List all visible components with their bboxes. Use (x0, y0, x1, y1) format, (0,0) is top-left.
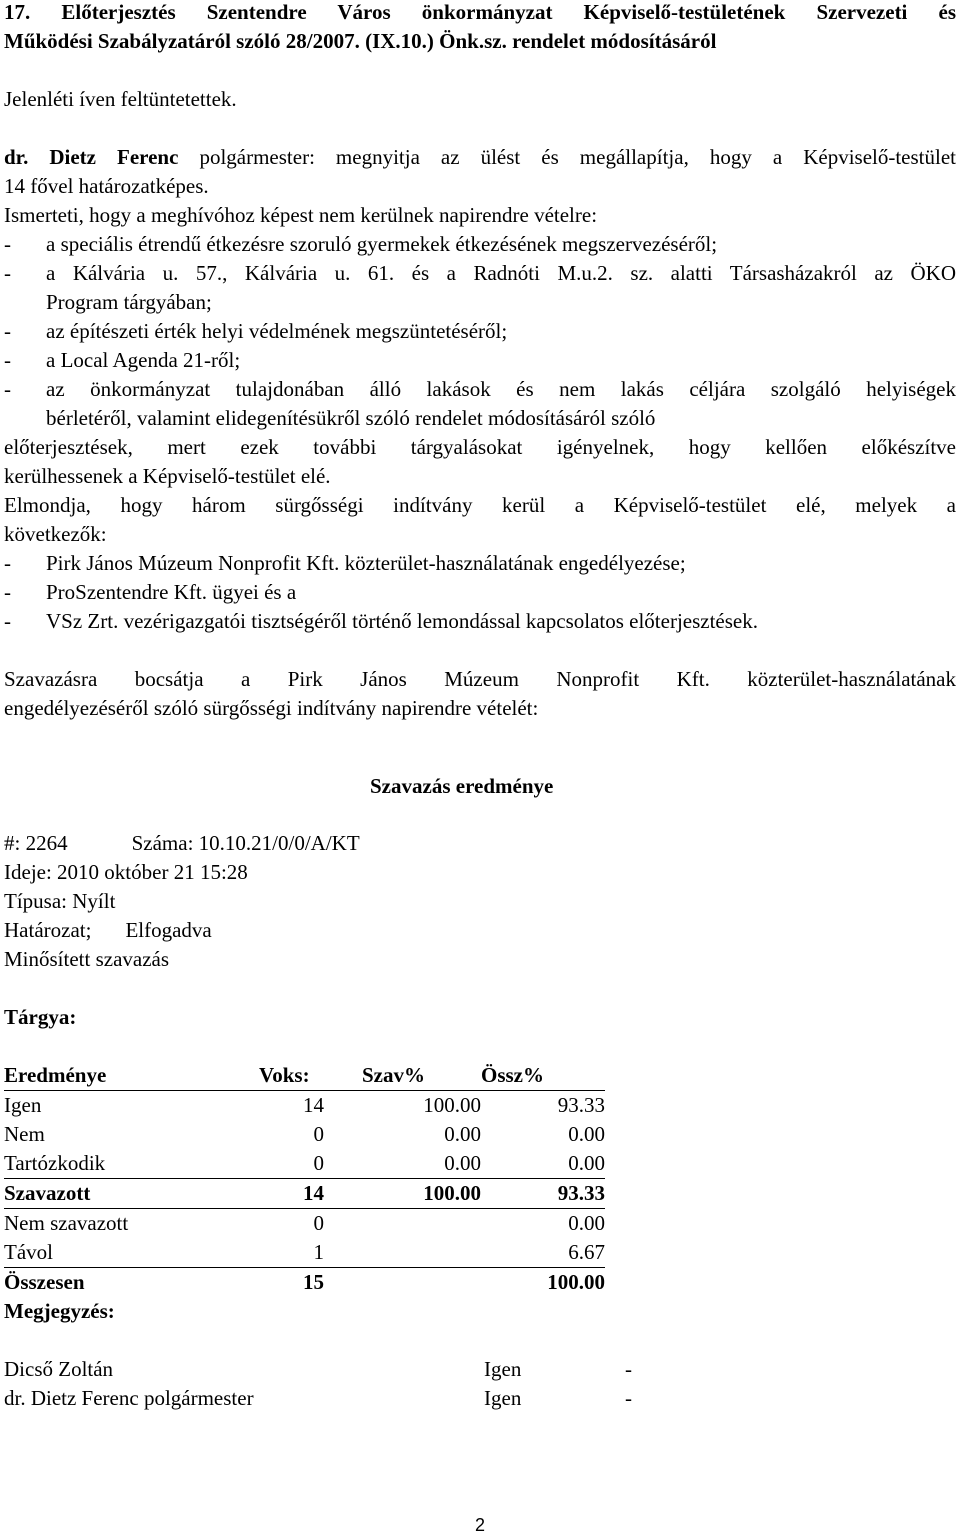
mayor-line-1 (4, 143, 956, 172)
list-item (4, 549, 956, 578)
row-voks: 14 (257, 1179, 324, 1209)
table-row (4, 1209, 605, 1239)
list-item-text: az önkormányzat tulajdonában álló lakások és nem lakás céljára szolgáló helyiségek (46, 377, 956, 401)
row-ossz: 100.00 (547, 1270, 605, 1294)
after-items-paragraph (4, 433, 956, 491)
vote-hatarozat-value: Elfogadva (125, 918, 212, 942)
row-szav: 100.00 (423, 1093, 481, 1117)
motion-line-2: engedélyezéséről szóló sürgősségi indítvány napirendre vételét: (4, 696, 539, 720)
row-label: Összesen (4, 1270, 85, 1294)
vote-hatarozat-label: Határozat; (4, 918, 92, 942)
row-szav (324, 1209, 481, 1239)
list-item-text: VSz Zrt. vezérigazgatói tisztségéről történő lemondással kapcsolatos előterjesztések. (46, 609, 759, 633)
individual-votes-table (4, 1355, 632, 1413)
list-item-text: ProSzentendre Kft. ügyei és a (46, 580, 297, 604)
row-voks: 14 (303, 1093, 324, 1117)
list-item-text: az építészeti érték helyi védelmének megszüntetéséről; (46, 319, 508, 343)
page-number: 2 (474, 1515, 485, 1535)
header-szav: Szav% (324, 1061, 481, 1091)
row-voks: 0 (313, 1122, 324, 1146)
urgent-paragraph (4, 491, 956, 636)
list-item (4, 317, 956, 346)
deferred-items-list (4, 230, 956, 433)
list-item (4, 259, 956, 317)
table-row (4, 1091, 605, 1121)
row-ossz: 93.33 (557, 1093, 605, 1117)
table-row (4, 1149, 605, 1179)
row-label: Szavazott (4, 1179, 257, 1209)
vote-szama: Száma: 10.10.21/0/0/A/KT (131, 831, 360, 855)
motion-paragraph (4, 665, 956, 723)
motion-line-1: Szavazásra bocsátja a Pirk János Múzeum Nonprofit Kft. közterület-használatának (4, 667, 956, 691)
urgent-line-1: Elmondja, hogy három sürgősségi indítvány kerül a Képviselő-testület elé, melyek a (4, 493, 956, 517)
list-item-text-cont: bérletéről, valamint elidegenítésükről szóló rendelet módosításáról szóló (46, 406, 656, 430)
list-dash: - (4, 232, 11, 256)
voter-name: dr. Dietz Ferenc polgármester (4, 1386, 254, 1410)
urgent-line-2: következők: (4, 522, 107, 546)
vote-ideje: Ideje: 2010 október 21 15:28 (4, 860, 248, 884)
list-item (4, 230, 956, 259)
attendance-note: Jelenléti íven feltüntetettek. (4, 87, 237, 111)
list-dash: - (4, 609, 11, 633)
list-dash: - (4, 551, 11, 575)
header-voks: Voks: (257, 1061, 324, 1091)
vote-result-heading: Szavazás eredménye (370, 774, 554, 798)
vote-number: #: 2264 (4, 831, 68, 855)
row-voks: 15 (303, 1270, 324, 1294)
row-ossz: 0.00 (568, 1122, 605, 1146)
list-dash: - (4, 348, 11, 372)
list-item (4, 578, 956, 607)
row-szav (324, 1268, 481, 1298)
after-items-line-1: előterjesztések, mert ezek további tárgyalásokat igényelnek, hogy kellően előkészítve (4, 435, 956, 459)
list-dash: - (4, 319, 11, 343)
voter-mark: - (625, 1357, 632, 1381)
results-header-row (4, 1061, 605, 1091)
row-szav: 100.00 (324, 1179, 481, 1209)
voter-vote: Igen (484, 1357, 522, 1381)
mayor-line-2: 14 fővel határozatképes. (4, 174, 209, 198)
intro-line: Ismerteti, hogy a meghívóhoz képest nem kerülnek napirendre vételre: (4, 203, 598, 227)
agenda-title (4, 0, 956, 56)
row-label: Nem (4, 1122, 45, 1146)
row-voks: 0 (257, 1149, 324, 1179)
list-item (4, 607, 956, 636)
header-eredmenye: Eredménye (4, 1061, 257, 1091)
table-row (4, 1120, 605, 1149)
table-row (4, 1179, 605, 1209)
table-row (4, 1384, 632, 1413)
row-label: Távol (4, 1238, 257, 1268)
row-ossz: 0.00 (568, 1211, 605, 1235)
list-dash: - (4, 580, 11, 604)
row-voks: 1 (257, 1238, 324, 1268)
table-row (4, 1297, 605, 1326)
mayor-text-1: polgármester: megnyitja az ülést és megállapítja, hogy a Képviselő-testület (178, 145, 957, 169)
table-row (4, 1238, 605, 1268)
row-szav: 0.00 (444, 1122, 481, 1146)
list-dash: - (4, 377, 11, 401)
title-line-1: 17. Előterjesztés Szentendre Város önkormányzat Képviselő-testületének Szervezeti és (4, 0, 956, 24)
header-ossz: Össz% (481, 1061, 605, 1091)
voter-vote: Igen (484, 1386, 522, 1410)
list-item-text-cont: Program tárgyában; (46, 290, 212, 314)
vote-minositett: Minősített szavazás (4, 947, 170, 971)
row-voks: 0 (313, 1211, 324, 1235)
mayor-name: dr. Dietz Ferenc (4, 145, 179, 169)
row-szav (324, 1238, 481, 1268)
row-szav: 0.00 (324, 1149, 481, 1179)
table-row (4, 1268, 605, 1298)
results-note: Megjegyzés: (4, 1299, 115, 1323)
after-items-line-2: kerülhessenek a Képviselő-testület elé. (4, 464, 331, 488)
list-item (4, 346, 956, 375)
results-table (4, 1061, 605, 1326)
list-item-text: a speciális étrendű étkezésre szoruló gyermekek étkezésének megszervezéséről; (46, 232, 718, 256)
mayor-paragraph (4, 143, 956, 201)
row-label: Nem szavazott (4, 1211, 129, 1235)
voter-mark: - (625, 1386, 632, 1410)
table-row (4, 1355, 632, 1384)
row-ossz: 0.00 (481, 1149, 605, 1179)
list-item-text: Pirk János Múzeum Nonprofit Kft. közterület-használatának engedélyezése; (46, 551, 686, 575)
row-ossz: 93.33 (481, 1179, 605, 1209)
row-label: Igen (4, 1093, 42, 1117)
list-item-text: a Local Agenda 21-ről; (46, 348, 241, 372)
vote-tipusa: Típusa: Nyílt (4, 889, 116, 913)
vote-targya: Tárgya: (4, 1005, 77, 1029)
list-item (4, 375, 956, 433)
document-page (4, 0, 956, 1413)
voter-name: Dicső Zoltán (4, 1357, 114, 1381)
vote-meta (4, 829, 956, 974)
row-label: Tartózkodik (4, 1149, 257, 1179)
title-line-2: Működési Szabályzatáról szóló 28/2007. (IX.10.) Önk.sz. rendelet módosításáról (4, 29, 717, 53)
list-item-text: a Kálvária u. 57., Kálvária u. 61. és a Radnóti M.u.2. sz. alatti Társasházakról az ÖKO (46, 261, 956, 285)
list-dash: - (4, 261, 11, 285)
row-ossz: 6.67 (481, 1238, 605, 1268)
